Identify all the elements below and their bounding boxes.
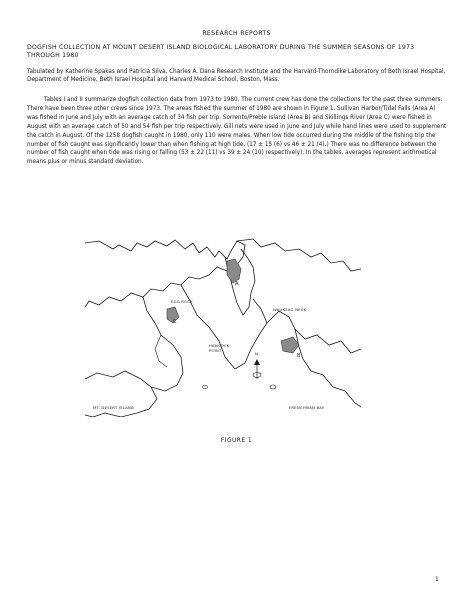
area-a-label: A [235,281,239,287]
mt-desert-island-label: MT. DESERT ISLAND [93,405,135,410]
author-credits: Tabulated by Katherine Spakas and Patricia Silva, Charles A. Dana Research Institute and the Harvard-Thorndike Laboratory of Beth Israel Hospital, Department of Medicine, Beth Israel Hospital and Harvard Medical School, Boston, Mass. [27,69,446,83]
hancock-point-label: HANCOCK POINT [209,343,230,353]
area-c-label: C [173,319,177,325]
map-drawing [85,237,361,417]
body-text [27,96,447,167]
section-header: RESEARCH REPORTS [202,30,271,37]
area-b-label: B [297,353,301,359]
figure-map [85,237,361,417]
frenchman-bay-label: FRENCHMAN BAY [289,405,325,410]
egg-rock-label: EGG ROCK [171,299,193,304]
paragraph: Tables I and II summarize dogfish collection data from 1973 to 1980. The current crew has done the collections for the past three summers. There have been three other crews since 1973. The areas fished the summer of 1980 are shown in Figure 1. Sullivan Harbor/Tidal Falls (Area A) was fished in June and July with an average catch of 34 fish per trip. Sorrento/Preble Island (Area B) and Skillings River (Area C) were fished in August with an average catch of 50 and 54 fish per trip respectively. Gill nets were used in June and July while hand lines were used to supplement the catch in August. Of the 1258 dogfish caught in 1980, only 110 were males. When low tide occurred during the middle of the fishing trip the number of fish caught was significantly lower than when fishing at high tide. (17 ± 15 (6) vs 46 ± 21 (4).) There was no difference between the number of fish caught when tide was rising or falling (53 ± 22 (11) vs 39 ± 24 (10) respectively). In the tables, averages represent arithmetical means plus or minus standard deviation. [27,97,447,166]
north-arrow-label: N [255,351,259,356]
article-title: DOGFISH COLLECTION AT MOUNT DESERT ISLAND BIOLOGICAL LABORATORY DURING THE SUMMER SEASONS OF 1973 THROUGH 1980 [27,44,415,59]
page-number: 1 [435,576,439,583]
figure-caption: FIGURE 1 [220,437,253,444]
waukeag-neck-label: WAUKEAG NECK [273,307,307,312]
